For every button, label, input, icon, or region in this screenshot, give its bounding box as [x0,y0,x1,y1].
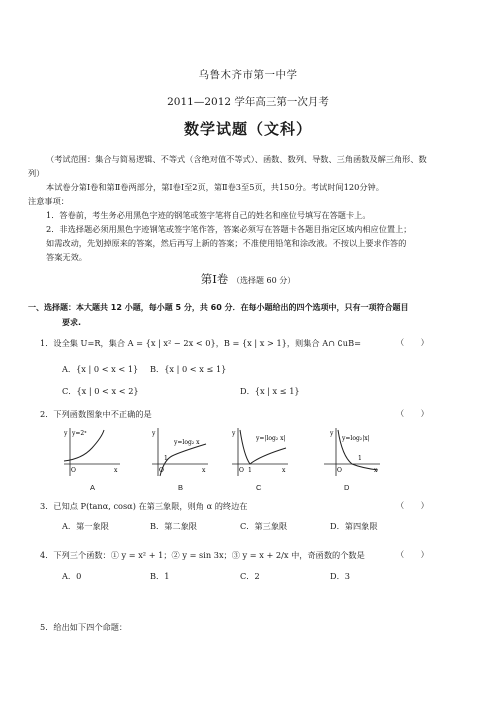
q1-stem: 1．设全集 U=R，集合 A = {x | x² − 2x < 0}，B = {x | x > 1}，则集合 A∩ ∁uB= [40,338,361,348]
svg-text:O: O [159,467,164,474]
q2-answer-paren: （ ） [396,408,429,418]
part-title [0,271,496,287]
graph-d-label: D [344,483,350,492]
subject-title: 数学试题（文科） [183,120,312,138]
graph-a-label: A [90,483,96,492]
svg-text:O: O [337,467,342,474]
intro-line-1: 本试卷分第Ⅰ卷和第Ⅱ卷两部分，第Ⅰ卷Ⅰ至2页，第Ⅱ卷3至5页，共150分。考试时间120分钟。 [46,182,384,192]
graph-d-func: y=log₂|x| [342,435,370,442]
note-2-line-3: 答案无效。 [46,252,87,262]
q1-option-b: B．{x | 0 < x ≤ 1} [150,364,227,374]
q4-option-b: B．1 [150,571,170,581]
q3-option-c: C．第三象限 [240,521,288,531]
q3-option-b: B．第二象限 [150,521,197,531]
school-name: 乌鲁木齐市第一中学 [198,69,298,81]
svg-text:x: x [282,467,286,474]
q5-stem: 5．给出如下四个命题： [40,622,128,632]
scope-line-2: 列） [28,168,45,178]
q3-option-d: D．第四象限 [330,521,378,531]
intro-line-2: 注意事项： [28,196,69,206]
q3-answer-paren: （ ） [396,500,429,510]
svg-text:y: y [330,430,334,437]
graph-b-func: y=log₂ x [174,439,200,446]
graph-b [150,426,210,478]
svg-text:x: x [374,467,378,474]
svg-text:y: y [64,430,68,437]
section-heading-line-2: 要求. [62,318,82,327]
graph-c-func: y=|log₂ x| [256,435,286,442]
q1-answer-paren: （ ） [396,337,429,347]
svg-text:1: 1 [358,455,362,462]
q3-stem: 3．已知点 P(tanα, cosα) 在第三象限，则角 α 的终边在 [40,501,248,511]
graph-c-label: C [256,483,262,492]
graph-c [230,426,290,478]
q4-stem: 4．下列三个函数：① y = x² + 1；② y = sin 3x；③ y = x + 2/x 中，奇函数的个数是 [40,550,365,560]
note-1: 1．答卷前，考生务必用黑色字迹的钢笔或签字笔将自己的姓名和座位号填写在答题卡上。 [46,210,371,220]
exam-title: 2011—2012 学年高三第一次月考 [167,96,329,108]
note-2-line-2: 如需改动，先划掉原来的答案，然后再写上新的答案；不准使用铅笔和涂改液。不按以上要求作答的 [46,238,407,248]
q4-option-d: D．3 [330,571,350,581]
svg-text:x: x [114,467,118,474]
q4-answer-paren: （ ） [396,549,429,559]
svg-text:y: y [152,430,156,437]
graph-b-label: B [178,483,184,492]
q4-option-c: C．2 [240,571,260,581]
svg-text:y: y [232,430,236,437]
q1-option-d: D．{x | x ≤ 1} [240,386,300,396]
section-heading-line-1: 一、选择题：本大题共 12 小题，每小题 5 分，共 60 分．在每小题给出的四个选项中，只有一项符合题目 [28,303,409,312]
note-2-line-1: 2．非选择题必须用黑色字迹钢笔或签字笔作答，答案必须写在答题卡各题目指定区域内相应位置上； [46,224,412,234]
q2-stem: 2．下列函数图象中不正确的是 [40,409,152,419]
graph-a [62,426,122,478]
svg-text:1: 1 [164,455,168,462]
scope-line-1: （考试范围：集合与简易逻辑、不等式（含绝对值不等式）、函数、数列、导数、三角函数及解三角形、数 [46,154,427,164]
part-title-sub: （选择题 60 分） [231,276,296,285]
svg-text:O: O [239,467,244,474]
q1-option-a: A．{x | 0 < x < 1} [62,364,139,374]
q3-option-a: A．第一象限 [62,521,109,531]
svg-text:O: O [71,467,76,474]
graph-a-func: y=2ˣ [72,430,87,437]
svg-text:1: 1 [248,467,252,474]
q4-option-a: A．0 [62,571,82,581]
graph-d [322,426,382,478]
part-title-main: 第Ⅰ卷 [200,272,229,286]
svg-text:x: x [202,467,206,474]
q1-option-c: C．{x | 0 < x < 2} [62,386,139,396]
